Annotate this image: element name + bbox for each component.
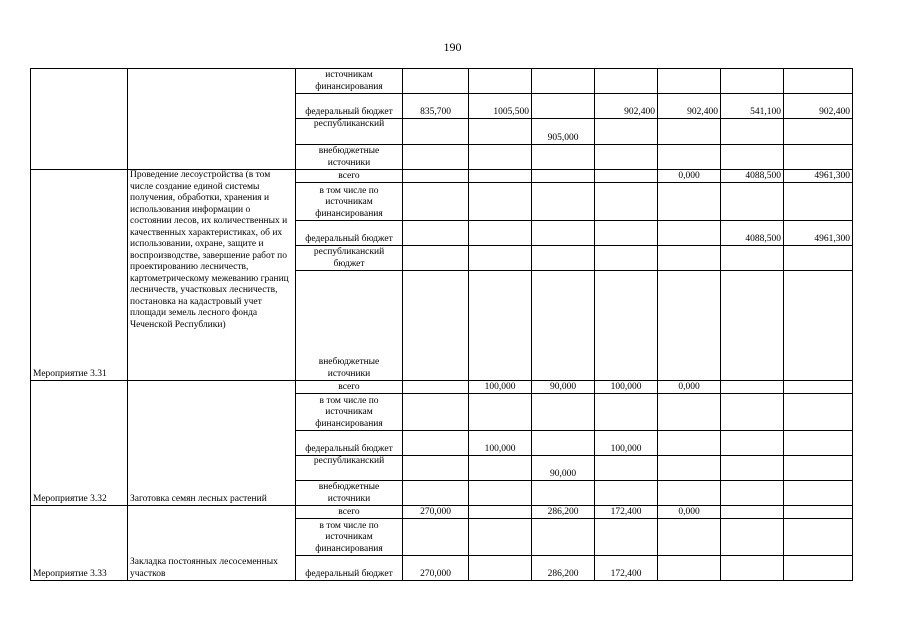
value-cell: 902,400 <box>595 94 658 119</box>
source-cell: в том числе по источникам финансирования <box>296 519 403 556</box>
source-cell: в том числе по источникам финансирования <box>296 183 403 221</box>
value-cell <box>469 556 532 581</box>
value-cell <box>595 456 658 481</box>
source-cell: внебюджетные источники <box>296 481 403 506</box>
value-cell: 4961,300 <box>784 221 853 246</box>
value-cell <box>721 506 784 519</box>
value-cell: 100,000 <box>469 381 532 394</box>
source-cell: республиканский <box>296 119 403 145</box>
value-cell <box>532 221 595 246</box>
source-cell: федеральный бюджет <box>296 431 403 456</box>
measure-name: Закладка постоянных лесосеменных участков <box>128 506 296 581</box>
budget-table <box>30 68 853 581</box>
value-cell <box>469 506 532 519</box>
source-cell: источникам финансирования <box>296 69 403 94</box>
value-cell <box>403 119 469 145</box>
value-cell <box>403 431 469 456</box>
value-cell: 172,400 <box>595 506 658 519</box>
value-cell <box>721 556 784 581</box>
value-cell <box>595 119 658 145</box>
source-cell: в том числе по источникам финансирования <box>296 394 403 431</box>
source-cell: республиканский <box>296 456 403 481</box>
value-cell <box>784 506 853 519</box>
value-cell <box>403 381 469 394</box>
value-cell <box>532 431 595 456</box>
value-cell: 100,000 <box>595 431 658 456</box>
value-cell: 0,000 <box>658 381 721 394</box>
value-cell: 100,000 <box>595 381 658 394</box>
value-cell <box>784 456 853 481</box>
source-cell: внебюджетные источники <box>296 271 403 381</box>
measure-label-empty <box>31 69 128 170</box>
value-cell <box>658 119 721 145</box>
value-cell <box>658 556 721 581</box>
value-cell: 90,000 <box>532 456 595 481</box>
value-cell <box>403 221 469 246</box>
value-cell: 270,000 <box>403 506 469 519</box>
value-cell <box>784 381 853 394</box>
measure-name: Проведение лесоустройства (в том числе создание единой системы получения, обработки, хранения и использования информации о состоянии лесов, их количественных и качественных характеристиках, об их использовании, охране, защите и воспроизводстве, завершение работ по проектированию лесничеств, картометрическому межеванию границ лесничеств, участковых лесничеств, постановка на кадастровый учет площади земель лесного фонда Чеченской Республики) <box>128 170 296 381</box>
value-cell: 905,000 <box>532 119 595 145</box>
value-cell <box>532 94 595 119</box>
value-cell <box>469 456 532 481</box>
value-cell: 270,000 <box>403 556 469 581</box>
value-cell <box>784 556 853 581</box>
value-cell <box>721 431 784 456</box>
source-cell: всего <box>296 506 403 519</box>
value-cell: 541,100 <box>721 94 784 119</box>
value-cell: 0,000 <box>658 506 721 519</box>
value-cell: 286,200 <box>532 506 595 519</box>
value-cell: 4088,500 <box>721 221 784 246</box>
value-cell <box>658 221 721 246</box>
source-cell: федеральный бюджет <box>296 221 403 246</box>
value-cell <box>721 456 784 481</box>
source-cell: всего <box>296 381 403 394</box>
value-cell <box>658 431 721 456</box>
value-cell <box>784 431 853 456</box>
table-row <box>31 506 853 519</box>
source-cell: внебюджетные источники <box>296 145 403 170</box>
source-cell: всего <box>296 170 403 183</box>
table-row <box>31 170 853 183</box>
table-row <box>31 381 853 394</box>
value-cell: 902,400 <box>658 94 721 119</box>
value-cell <box>532 170 595 183</box>
value-cell: 902,400 <box>784 94 853 119</box>
value-cell: 835,700 <box>403 94 469 119</box>
value-cell <box>721 381 784 394</box>
value-cell <box>469 170 532 183</box>
value-cell <box>403 170 469 183</box>
source-cell: федеральный бюджет <box>296 94 403 119</box>
measure-label: Мероприятие 3.32 <box>31 381 128 506</box>
value-cell: 4961,300 <box>784 170 853 183</box>
source-cell: республиканский бюджет <box>296 246 403 271</box>
measure-label: Мероприятие 3.33 <box>31 506 128 581</box>
value-cell: 90,000 <box>532 381 595 394</box>
value-cell <box>595 170 658 183</box>
value-cell <box>658 456 721 481</box>
value-cell <box>469 221 532 246</box>
value-cell: 100,000 <box>469 431 532 456</box>
measure-name: Заготовка семян лесных растений <box>128 381 296 506</box>
value-cell <box>469 119 532 145</box>
table-row <box>31 69 853 94</box>
measure-name-empty <box>128 69 296 170</box>
source-cell: федеральный бюджет <box>296 556 403 581</box>
measure-label: Мероприятие 3.31 <box>31 170 128 381</box>
value-cell: 286,200 <box>532 556 595 581</box>
value-cell: 4088,500 <box>721 170 784 183</box>
value-cell <box>784 119 853 145</box>
page-number: 190 <box>443 40 462 54</box>
value-cell <box>721 119 784 145</box>
value-cell <box>403 456 469 481</box>
value-cell: 0,000 <box>658 170 721 183</box>
value-cell <box>595 221 658 246</box>
value-cell: 1005,500 <box>469 94 532 119</box>
value-cell: 172,400 <box>595 556 658 581</box>
